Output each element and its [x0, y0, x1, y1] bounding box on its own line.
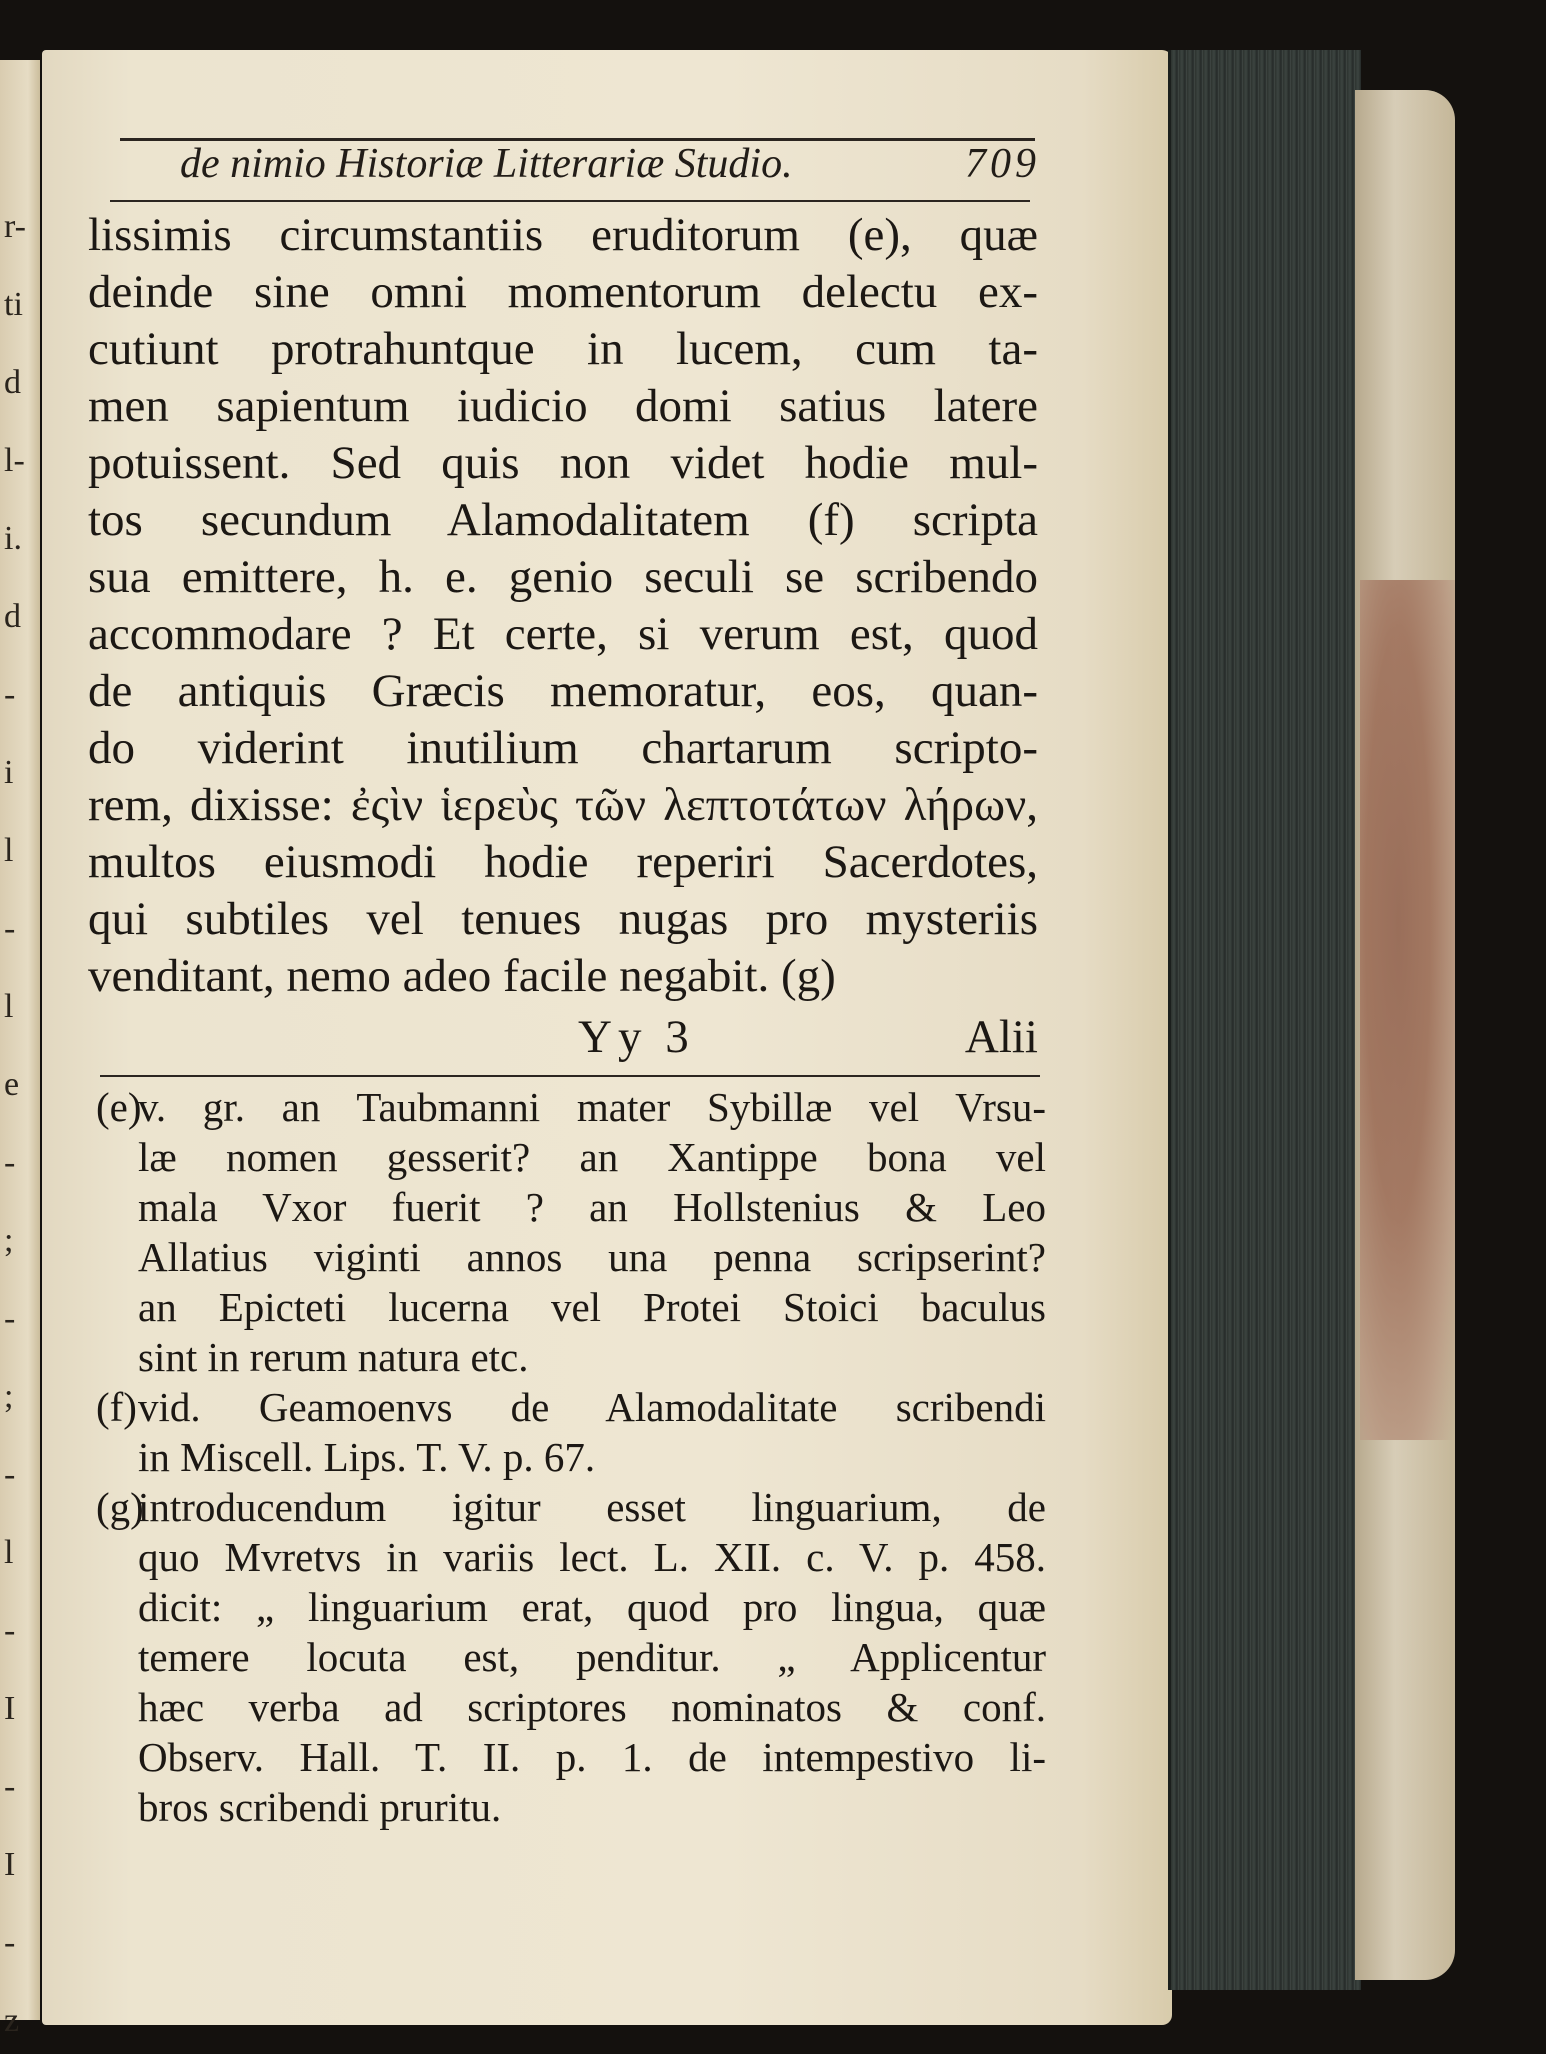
footnote-rule: [100, 1075, 1040, 1077]
footnote-line: bros scribendi pruritu.: [138, 1784, 502, 1830]
body-line: do viderint inutilium chartarum scripto-: [88, 722, 1038, 774]
previous-page-fragment: -: [4, 1300, 16, 1337]
footnote: [96, 1082, 1046, 1382]
body-line: tos secundum Alamodalitatem (f) scripta: [88, 494, 1038, 546]
running-title: de nimio Historiæ Litterariæ Studio.: [180, 141, 793, 187]
catchword: Alii: [964, 1011, 1038, 1063]
page-block-edge: [1168, 50, 1361, 1990]
previous-page-fragment: l: [4, 1534, 14, 1571]
footnote-line: læ nomen gesserit? an Xantippe bona vel: [138, 1134, 1046, 1180]
footnote-line: hæc verba ad scriptores nominatos & conf.: [138, 1684, 1046, 1730]
body-line: sua emittere, h. e. genio seculi se scribendo: [88, 551, 1038, 603]
cover-stain: [1360, 580, 1455, 1440]
previous-page-fragment: z: [4, 2002, 20, 2039]
header-under-rule: [110, 200, 1030, 202]
footnote-line: v. gr. an Taubmanni mater Sybillæ vel Vrsu-: [138, 1084, 1046, 1130]
body-line: men sapientum iudicio domi satius latere: [88, 380, 1038, 432]
footnote-line: an Epicteti lucerna vel Protei Stoici baculus: [138, 1284, 1046, 1330]
previous-page-fragment: -: [4, 1768, 16, 1805]
previous-page-fragment: i: [4, 754, 14, 791]
footnote-line: introducendum igitur esset linguarium, de: [138, 1484, 1046, 1530]
body-line: qui subtiles vel tenues nugas pro mysteriis: [88, 893, 1038, 945]
body-line: lissimis circumstantiis eruditorum (e), quæ: [88, 209, 1038, 261]
previous-page-fragment: l-: [4, 442, 25, 479]
previous-page-fragment: -: [4, 1924, 16, 1961]
footnote-line: vid. Geamoenvs de Alamodalitate scribendi: [138, 1384, 1046, 1430]
previous-page-fragment: d: [4, 364, 21, 401]
footnote-line: temere locuta est, penditur. „ Applicentur: [138, 1634, 1046, 1680]
footnote-mark: (e): [96, 1084, 142, 1130]
previous-page-fragment: -: [4, 1612, 16, 1649]
footnote-line: Observ. Hall. T. II. p. 1. de intempestivo li-: [138, 1734, 1046, 1780]
previous-page-fragment: -: [4, 676, 16, 713]
footnote-mark: (f): [96, 1384, 137, 1430]
footnotes: [96, 1082, 1046, 1832]
body-line: rem, dixisse: ἐςὶν ἱερεὺς τῶν λεπτοτάτων λήρων,: [88, 779, 1038, 831]
body-line: multos eiusmodi hodie reperiri Sacerdotes,: [88, 836, 1038, 888]
previous-page-fragment: r-: [4, 208, 26, 245]
previous-page-fragment: -: [4, 1144, 16, 1181]
footnote: [96, 1482, 1046, 1832]
body-line: de antiquis Græcis memoratur, eos, quan-: [88, 665, 1038, 717]
previous-page-fragment: ;: [4, 1378, 14, 1415]
signature-mark: Yy 3: [578, 1011, 695, 1063]
body-line: deinde sine omni momentorum delectu ex-: [88, 266, 1038, 318]
body-line: venditant, nemo adeo facile negabit. (g): [88, 950, 836, 1002]
previous-page-fragment: e: [4, 1066, 20, 1103]
previous-page-fragment: -: [4, 910, 16, 947]
footnote: [96, 1382, 1046, 1482]
previous-page-fragment: l: [4, 832, 14, 869]
previous-page-fragment: d: [4, 598, 21, 635]
footnote-line: Allatius viginti annos una penna scripserint?: [138, 1234, 1046, 1280]
footnote-line: dicit: „ linguarium erat, quod pro lingua, quæ: [138, 1584, 1046, 1630]
previous-page-fragment: I: [4, 1846, 16, 1883]
body-line: cutiunt protrahuntque in lucem, cum ta-: [88, 323, 1038, 375]
footnote-line: mala Vxor fuerit ? an Hollstenius & Leo: [138, 1184, 1046, 1230]
previous-page-edge: [0, 60, 40, 2039]
previous-page-fragment: ;: [4, 1222, 14, 1259]
previous-page-fragment: l: [4, 988, 14, 1025]
footnote-line: sint in rerum natura etc.: [138, 1334, 529, 1380]
main-text: [88, 207, 1038, 1005]
footnote-mark: (g): [96, 1484, 144, 1530]
previous-page-fragment: I: [4, 1690, 16, 1727]
previous-page-fragment: -: [4, 1456, 16, 1493]
footnote-line: quo Mvretvs in variis lect. L. XII. c. V. p. 458.: [138, 1534, 1046, 1580]
running-header: [180, 140, 1040, 190]
body-line: potuissent. Sed quis non videt hodie mul-: [88, 437, 1038, 489]
previous-page-fragment: ti: [4, 286, 23, 323]
catch-line: [88, 1010, 1038, 1070]
body-line: accommodare ? Et certe, si verum est, quod: [88, 608, 1038, 660]
footnote-line: in Miscell. Lips. T. V. p. 67.: [138, 1434, 596, 1480]
previous-page-fragment: i.: [4, 520, 22, 557]
page-number: 709: [965, 141, 1040, 187]
